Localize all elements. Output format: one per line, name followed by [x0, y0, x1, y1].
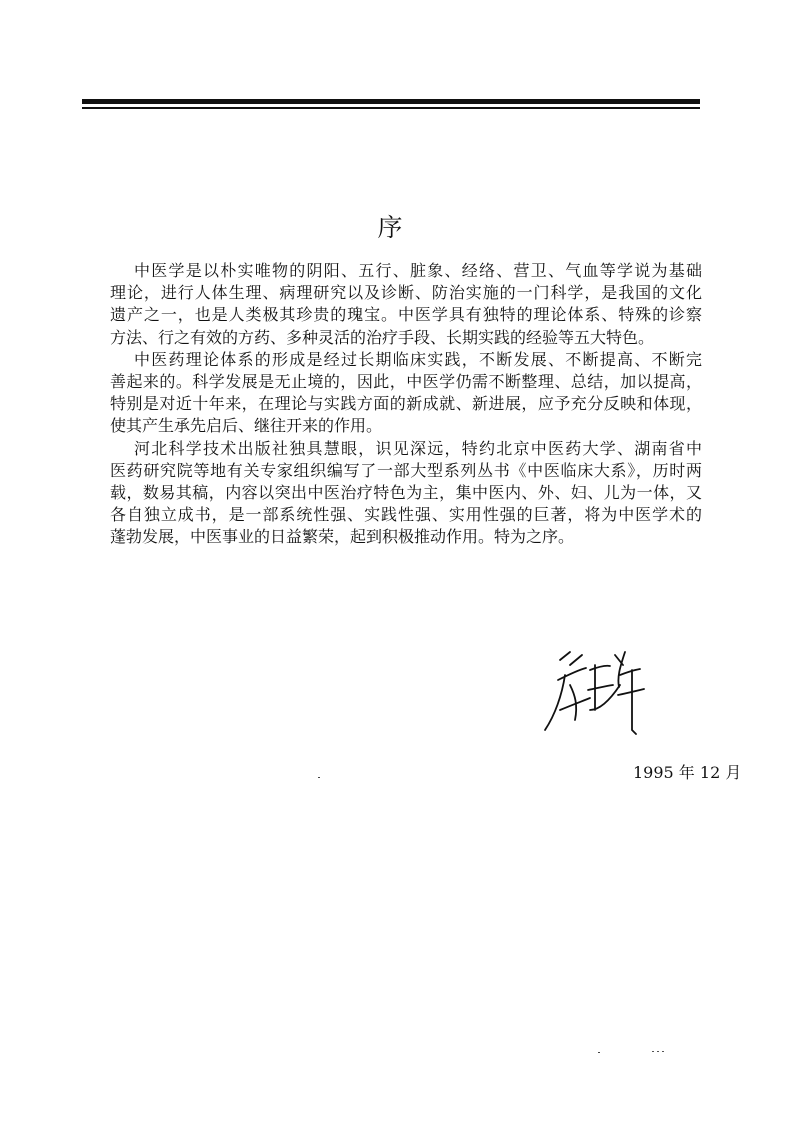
text-line: 使其产生承先启后、继往开来的作用。 [110, 416, 383, 436]
header-rule-thin [82, 107, 700, 109]
text-line: 中医药理论体系的形成是经过长期临床实践，不断发展、不断提高、不断完 [134, 349, 702, 369]
preface-date: 1995 年 12 月 [633, 763, 742, 782]
scan-speck [318, 777, 320, 778]
text-line: 医药研究院等地有关专家组织编写了一部大型系列丛书《中医临床大系》，历时两 [110, 460, 702, 480]
text-line: 各自独立成书，是一部系统性强、实践性强、实用性强的巨著，将为中医学术的 [110, 505, 702, 525]
text-line: 善起来的。科学发展是无止境的，因此，中医学仍需不断整理、总结，加以提高， [110, 371, 702, 391]
text-line: 载，数易其稿，内容以突出中医治疗特色为主，集中医内、外、妇、儿为一体，又 [110, 482, 702, 502]
text-line: 河北科学技术出版社独具慧眼，识见深远，特约北京中医药大学、湖南省中 [134, 438, 702, 458]
page-title: 序 [377, 213, 403, 242]
preface-body [110, 260, 702, 548]
text-line: 蓬勃发展，中医事业的日益繁荣，起到积极推动作用。特为之序。 [110, 527, 575, 547]
text-line: 中医学是以朴实唯物的阴阳、五行、脏象、经络、营卫、气血等学说为基础 [134, 261, 702, 280]
text-line: 理论，进行人体生理、病理研究以及诊断、防治实施的一门科学，是我国的文化 [110, 283, 702, 303]
handwritten-signature [540, 640, 650, 740]
scan-speck [652, 1051, 666, 1052]
header-rule-thick [82, 99, 700, 104]
text-line: 遗产之一，也是人类极其珍贵的瑰宝。中医学具有独特的理论体系、特殊的诊察 [110, 305, 702, 325]
text-line: 特别是对近十年来，在理论与实践方面的新成就、新进展，应予充分反映和体现， [110, 394, 702, 414]
scan-speck [598, 1052, 600, 1053]
text-line: 方法、行之有效的方药、多种灵活的治疗手段、长期实践的经验等五大特色。 [110, 327, 655, 347]
